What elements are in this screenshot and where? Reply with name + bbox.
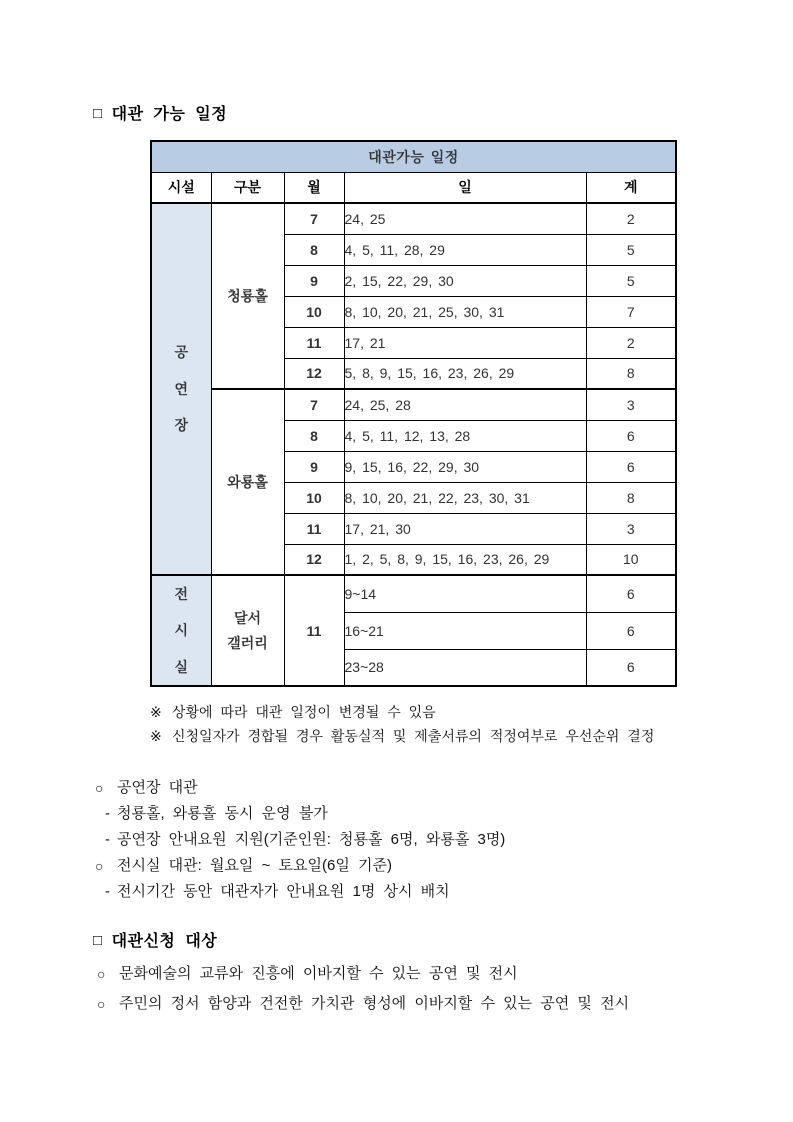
days-cell: 8, 10, 20, 21, 25, 30, 31 [344,296,586,327]
month-cell: 9 [284,265,344,296]
days-cell: 4, 5, 11, 28, 29 [344,234,586,265]
days-cell: 8, 10, 20, 21, 22, 23, 30, 31 [344,482,586,513]
month-cell: 12 [284,544,344,575]
month-cell: 8 [284,420,344,451]
section-title-application-target [93,928,733,951]
days-cell: 24, 25 [344,203,586,234]
square-marker-icon: □ [93,932,103,950]
venue-cell: 와룡홀 [211,389,284,575]
days-cell: 16~21 [344,612,586,649]
total-cell: 3 [586,389,676,420]
list-item [95,853,733,879]
sub-list-item-text: 전시기간 동안 대관자가 안내요원 1명 상시 배치 [117,883,450,901]
sub-list-item [105,879,733,905]
sub-list-item [105,827,733,853]
month-cell: 9 [284,451,344,482]
month-cell: 11 [284,513,344,544]
total-cell: 6 [586,649,676,686]
venue-cell: 달서 갤러리 [211,575,284,686]
days-cell: 5, 8, 9, 15, 16, 23, 26, 29 [344,358,586,389]
schedule-table-wrapper [150,140,733,687]
month-cell: 7 [284,203,344,234]
total-cell: 5 [586,234,676,265]
table-row [151,141,676,172]
circle-bullet-icon: ○ [97,996,106,1013]
section-title-rental-schedule [93,101,733,124]
note-text: 상황에 따라 대관 일정이 변경될 수 있음 [172,704,436,721]
application-target-list [97,959,733,1019]
reference-mark-icon: ※ [150,728,162,745]
rental-schedule-table [150,140,677,687]
total-cell: 6 [586,451,676,482]
month-cell: 11 [284,575,344,686]
note-text: 신청일자가 경합될 경우 활동실적 및 제출서류의 적정여부로 우선순위 결정 [172,728,655,745]
list-item-text: 주민의 정서 함양과 건전한 가치관 형성에 이바지할 수 있는 공연 및 전시 [119,995,630,1013]
month-cell: 7 [284,389,344,420]
total-cell: 7 [586,296,676,327]
days-cell: 2, 15, 22, 29, 30 [344,265,586,296]
note-line [150,700,733,724]
days-cell: 17, 21, 30 [344,513,586,544]
total-cell: 3 [586,513,676,544]
month-cell: 11 [284,327,344,358]
month-cell: 10 [284,482,344,513]
total-cell: 8 [586,482,676,513]
month-cell: 10 [284,296,344,327]
list-item-text: 공연장 대관 [117,779,198,797]
circle-bullet-icon: ○ [97,966,106,983]
column-header: 계 [586,172,676,203]
facility-cell: 전 시 실 [151,575,211,686]
venue-cell: 청룡홀 [211,203,284,389]
days-cell: 17, 21 [344,327,586,358]
month-cell: 12 [284,358,344,389]
total-cell: 10 [586,544,676,575]
total-cell: 2 [586,203,676,234]
list-item [97,989,733,1019]
section-title-text: 대관신청 대상 [111,933,218,951]
list-item-text: 문화예술의 교류와 진흥에 이바지할 수 있는 공연 및 전시 [119,965,518,983]
table-row [151,575,676,612]
total-cell: 5 [586,265,676,296]
dash-bullet-icon: - [105,883,110,901]
reference-mark-icon: ※ [150,704,162,721]
sub-list-item-text: 공연장 안내요원 지원(기준인원: 청룡홀 6명, 와룡홀 3명) [117,831,506,849]
facility-cell: 공 연 장 [151,203,211,575]
total-cell: 8 [586,358,676,389]
dash-bullet-icon: - [105,831,110,849]
days-cell: 9, 15, 16, 22, 29, 30 [344,451,586,482]
month-cell: 8 [284,234,344,265]
table-title: 대관가능 일정 [151,141,676,172]
section-title-text: 대관 가능 일정 [111,106,228,123]
table-row [151,389,676,420]
list-item [97,959,733,989]
total-cell: 6 [586,575,676,612]
list-item [95,775,733,801]
days-cell: 1, 2, 5, 8, 9, 15, 16, 23, 26, 29 [344,544,586,575]
list-item-text: 전시실 대관: 월요일 ~ 토요일(6일 기준) [117,857,392,875]
column-header: 구분 [211,172,284,203]
table-row [151,203,676,234]
total-cell: 6 [586,420,676,451]
dash-bullet-icon: - [105,805,110,823]
rental-info-list [95,775,733,905]
column-header: 일 [344,172,586,203]
column-header: 월 [284,172,344,203]
square-marker-icon: □ [93,105,103,122]
days-cell: 24, 25, 28 [344,389,586,420]
note-line [150,724,733,748]
total-cell: 6 [586,612,676,649]
days-cell: 4, 5, 11, 12, 13, 28 [344,420,586,451]
sub-list-item [105,801,733,827]
table-row [151,172,676,203]
column-header: 시설 [151,172,211,203]
circle-bullet-icon: ○ [95,858,104,875]
total-cell: 2 [586,327,676,358]
sub-list-item-text: 청룡홀, 와룡홀 동시 운영 불가 [117,805,328,823]
circle-bullet-icon: ○ [95,780,104,797]
days-cell: 23~28 [344,649,586,686]
table-notes [150,700,733,748]
days-cell: 9~14 [344,575,586,612]
